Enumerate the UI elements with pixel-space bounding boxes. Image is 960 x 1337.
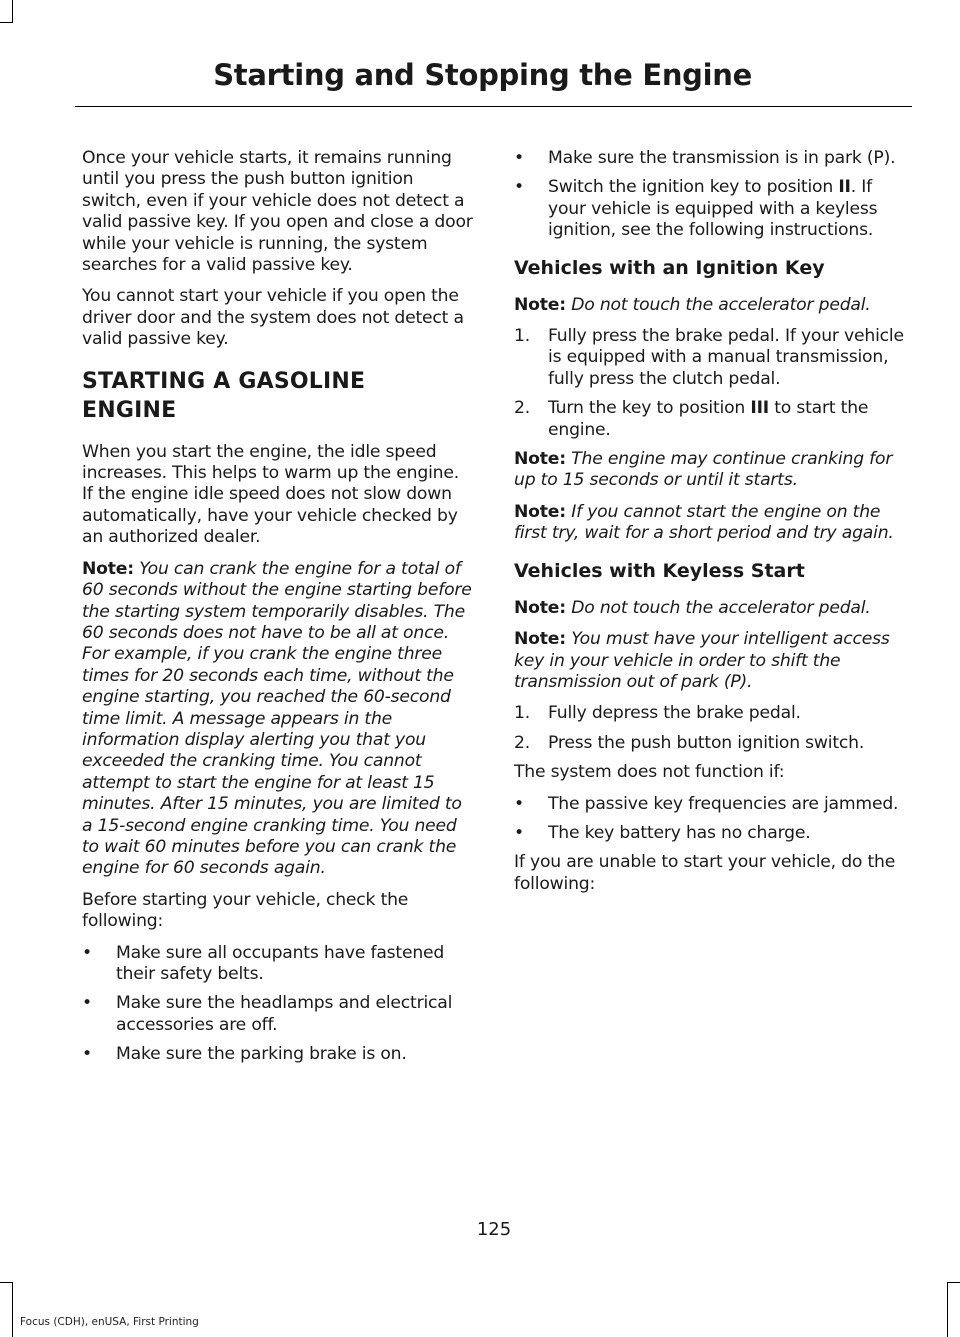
right-column (514, 148, 906, 905)
crop-mark (947, 1282, 960, 1283)
bullet: • (514, 148, 524, 168)
section-heading-line: ENGINE (82, 397, 177, 423)
key-position: III (750, 398, 769, 419)
note-text: Do not touch the accelerator pedal. (571, 597, 871, 618)
crop-mark (0, 1282, 13, 1283)
note (514, 295, 906, 316)
list-item: 2. Turn the key to position III to start the engine. (514, 398, 869, 440)
step-number: 1. (514, 703, 530, 724)
step-number: 2. (514, 398, 530, 419)
paragraph: When you start the engine, the idle speed increases. This helps to warm up the engine. If the engine idle speed does not slow down automatically, have your vehicle checked by an authorized dealer. (82, 441, 459, 548)
crop-mark (12, 0, 13, 23)
list-item: • Switch the ignition key to position II. If your vehicle is equipped with a keyless ignition, see the following instructions. (514, 177, 878, 241)
paragraph: The system does not function if: (514, 762, 785, 783)
list-item: • Make sure the transmission is in park (P). (514, 148, 896, 168)
subheading-ignition-key: Vehicles with an Ignition Key (514, 256, 825, 279)
checklist-continued (514, 148, 906, 242)
note (514, 449, 906, 492)
bullet: • (514, 793, 524, 814)
note-text: If you cannot start the engine on the first try, wait for a short period and try again. (514, 501, 894, 544)
header-divider (75, 106, 912, 107)
key-position: II (838, 177, 851, 198)
paragraph: Before starting your vehicle, check the following: (82, 889, 409, 932)
paragraph: You cannot start your vehicle if you open the driver door and the system does not detect a valid passive key. (82, 286, 464, 350)
list-item: • The passive key frequencies are jammed. (514, 793, 899, 814)
note (514, 629, 906, 693)
note-label: Note: (514, 449, 566, 470)
note (514, 502, 906, 545)
subheading-keyless-start: Vehicles with Keyless Start (514, 559, 805, 582)
list-item: • Make sure all occupants have fastened their safety belts. (82, 942, 445, 984)
list-item: • Make sure the headlamps and electrical accessories are off. (82, 993, 453, 1035)
paragraph: Once your vehicle starts, it remains running until you press the push button ignition switch, even if your vehicle does not detect a valid passive key. If you open and close a door while your vehicle is running, the system searches for a valid passive key. (82, 148, 473, 276)
note-label: Note: (514, 294, 566, 315)
crop-mark (12, 1282, 13, 1337)
left-column (82, 148, 474, 1074)
bullet: • (82, 1044, 92, 1065)
page-title: Starting and Stopping the Engine (213, 58, 752, 92)
note-label: Note: (514, 501, 566, 522)
note-label: Note: (514, 629, 566, 650)
note-label: Note: (82, 558, 134, 579)
bullet: • (82, 942, 92, 963)
footer-text: Focus (CDH), enUSA, First Printing (20, 1316, 199, 1328)
note (514, 598, 906, 619)
section-heading-line: STARTING A GASOLINE (82, 368, 366, 394)
list-item: 2. Press the push button ignition switch. (514, 732, 865, 753)
failure-conditions-list (514, 794, 906, 845)
page-number: 125 (476, 1219, 512, 1240)
bullet: • (82, 993, 92, 1014)
step-number: 2. (514, 732, 530, 753)
note-text: You can crank the engine for a total of 60 seconds without the engine starting before the starting system temporarily disables. The 60 seconds does not have to be all at once. For example, if you crank the engine three times for 20 seconds each time, without the engine starting, you reached the 60-second time limit. A message appears in the information display alerting you that you exceeded the cranking time. You cannot attempt to start the engine for at least 15 minutes. After 15 minutes, you are limited to a 15-second engine cranking time. You need to wait 60 minutes before you can crank the engine for 60 seconds again. (82, 558, 472, 879)
list-item: 1. Fully depress the brake pedal. (514, 703, 801, 724)
section-heading (82, 367, 474, 425)
paragraph: If you are unable to start your vehicle, do the following: (514, 852, 896, 894)
list-item: • Make sure the parking brake is on. (82, 1044, 407, 1065)
step-number: 1. (514, 326, 530, 347)
note-label: Note: (514, 597, 566, 618)
steps-list (514, 326, 906, 441)
checklist (82, 943, 474, 1066)
note-text: You must have your intelligent access key in your vehicle in order to shift the transmission out of park (P). (514, 629, 890, 692)
note (82, 559, 474, 880)
bullet: • (514, 822, 524, 843)
keyless-steps-list (514, 703, 906, 754)
bullet: • (514, 177, 524, 198)
note-text: Do not touch the accelerator pedal. (571, 294, 871, 315)
note-text: The engine may continue cranking for up to 15 seconds or until it starts. (514, 449, 893, 491)
list-item: • The key battery has no charge. (514, 822, 811, 843)
list-item: 1. Fully press the brake pedal. If your vehicle is equipped with a manual transmission, fully press the clutch pedal. (514, 326, 904, 389)
crop-mark (947, 1282, 948, 1337)
